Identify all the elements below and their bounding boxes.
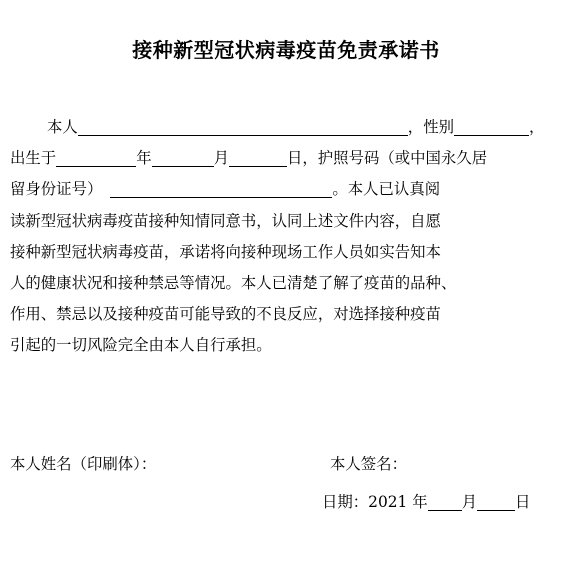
date-prefix: 日期：2021 年: [322, 493, 428, 511]
id-label: 留身份证号）: [10, 180, 103, 199]
body-line-3: [10, 174, 568, 205]
body-line-6: 人的健康状况和接种禁忌等情况。本人已清楚了解了疫苗的品种、: [10, 273, 457, 292]
month-label: 月: [213, 149, 229, 168]
body-line-7: 作用、禁忌以及接种疫苗可能导致的不良反应，对选择接种疫苗: [10, 305, 441, 324]
id-number-blank[interactable]: [110, 179, 332, 198]
date-month-label: 月: [461, 493, 478, 511]
body-line-8: 引起的一切风险完全由本人自行承担。: [10, 336, 272, 355]
date-line: [322, 490, 530, 512]
self-label: 本人: [47, 118, 78, 136]
year-label: 年: [136, 149, 152, 168]
body-line-4: 读新型冠状病毒疫苗接种知情同意书，认同上述文件内容，自愿: [10, 211, 441, 230]
body-line-5: 接种新型冠状病毒疫苗，承诺将向接种现场工作人员如实告知本: [10, 242, 441, 261]
birth-label: 出生于: [10, 149, 57, 168]
body-line-2: [10, 143, 568, 174]
birth-month-blank[interactable]: [152, 148, 214, 167]
date-day-blank[interactable]: [477, 492, 515, 511]
name-blank[interactable]: [78, 117, 408, 136]
signature-label: 本人签名：: [330, 455, 407, 473]
document-title: 接种新型冠状病毒疫苗免责承诺书: [132, 38, 440, 62]
document-body: [10, 112, 568, 362]
passport-label: 日，护照号码（或中国永久居: [287, 149, 488, 168]
body-line-1: 本人 ，性别 ，: [47, 118, 545, 136]
birth-year-blank[interactable]: [56, 148, 136, 167]
printed-name-label: 本人姓名（印刷体）：: [10, 455, 157, 473]
body-text-3: 。本人已认真阅: [332, 180, 441, 199]
date-month-blank[interactable]: [428, 492, 462, 511]
gender-blank[interactable]: [454, 117, 529, 136]
birth-day-blank[interactable]: [229, 148, 287, 167]
gender-label: ，性别: [407, 118, 454, 136]
date-day-label: 日: [515, 493, 531, 511]
